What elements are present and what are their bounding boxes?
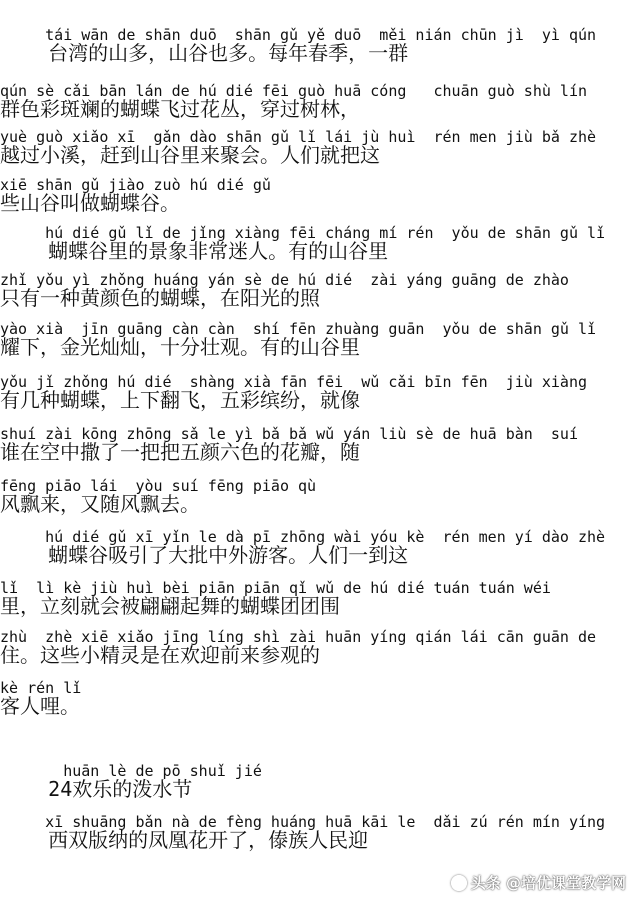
watermark: [451, 872, 626, 893]
hanzi-line: 24欢乐的泼水节: [0, 777, 193, 801]
account-icon: [451, 875, 467, 891]
pinyin-line: hú dié gǔ lǐ de jǐng xiàng fēi cháng mí rén yǒu de shān gǔ lǐ: [0, 224, 606, 242]
pinyin-line: xī shuāng bǎn nà de fèng huáng huā kāi le dǎi zú rén mín yíng: [0, 813, 606, 831]
hanzi-line: 蝴蝶谷里的景象非常迷人。有的山谷里: [0, 239, 389, 263]
pinyin-line: xiē shān gǔ jiào zuò hú dié gǔ: [0, 176, 271, 194]
hanzi-line: 台湾的山多，山谷也多。每年春季，一群: [0, 41, 409, 65]
hanzi-line: 客人哩。: [0, 694, 80, 718]
watermark-text: 头条 @培优课堂教学网: [470, 874, 626, 892]
pinyin-line: tái wān de shān duō shān gǔ yě duō měi nián chūn jì yì qún: [0, 26, 597, 44]
pinyin-line: zhǐ yǒu yì zhǒng huáng yán sè de hú dié zài yáng guāng de zhào: [0, 271, 569, 289]
pinyin-line: yǒu jǐ zhǒng hú dié shàng xià fān fēi wǔ cǎi bīn fēn jiù xiàng: [0, 373, 587, 391]
hanzi-line: 里，立刻就会被翩翩起舞的蝴蝶团团围: [0, 594, 340, 618]
pinyin-line: hú dié gǔ xī yǐn le dà pī zhōng wài yóu kè rén men yí dào zhè: [0, 528, 606, 546]
pinyin-line: yuè guò xiǎo xī gǎn dào shān gǔ lǐ lái jù huì rén men jiù bǎ zhè: [0, 128, 597, 146]
hanzi-line: 西双版纳的凤凰花开了，傣族人民迎: [0, 828, 369, 852]
pinyin-line: shuí zài kōng zhōng sǎ le yì bǎ bǎ wǔ yán liù sè de huā bàn suí: [0, 425, 578, 443]
pinyin-line: qún sè cǎi bān lán de hú dié fēi guò huā cóng chuān guò shù lín: [0, 82, 587, 100]
pinyin-line: yào xià jīn guāng càn càn shí fēn zhuàng guān yǒu de shān gǔ lǐ: [0, 320, 597, 338]
hanzi-line: 有几种蝴蝶，上下翻飞，五彩缤纷，就像: [0, 388, 360, 412]
pinyin-line: zhù zhè xiē xiǎo jīng líng shì zài huān yíng qián lái cān guān de: [0, 628, 597, 646]
hanzi-line: 谁在空中撒了一把把五颜六色的花瓣，随: [0, 440, 360, 464]
hanzi-line: 风飘来，又随风飘去。: [0, 492, 200, 516]
hanzi-line: 住。这些小精灵是在欢迎前来参观的: [0, 643, 320, 667]
pinyin-line: fēng piāo lái yòu suí fēng piāo qù: [0, 477, 317, 495]
pinyin-line: kè rén lǐ: [0, 679, 82, 697]
hanzi-line: 群色彩斑斓的蝴蝶飞过花丛，穿过树林，: [0, 97, 360, 121]
hanzi-line: 越过小溪，赶到山谷里来聚会。人们就把这: [0, 143, 380, 167]
pinyin-line: huān lè de pō shuǐ jié: [0, 762, 262, 780]
hanzi-line: 耀下，金光灿灿，十分壮观。有的山谷里: [0, 335, 360, 359]
hanzi-line: 些山谷叫做蝴蝶谷。: [0, 191, 180, 215]
pinyin-line: lǐ lì kè jiù huì bèi piān piān qǐ wǔ de hú dié tuán tuán wéi: [0, 579, 551, 597]
hanzi-line: 蝴蝶谷吸引了大批中外游客。人们一到这: [0, 543, 409, 567]
hanzi-line: 只有一种黄颜色的蝴蝶，在阳光的照: [0, 286, 320, 310]
